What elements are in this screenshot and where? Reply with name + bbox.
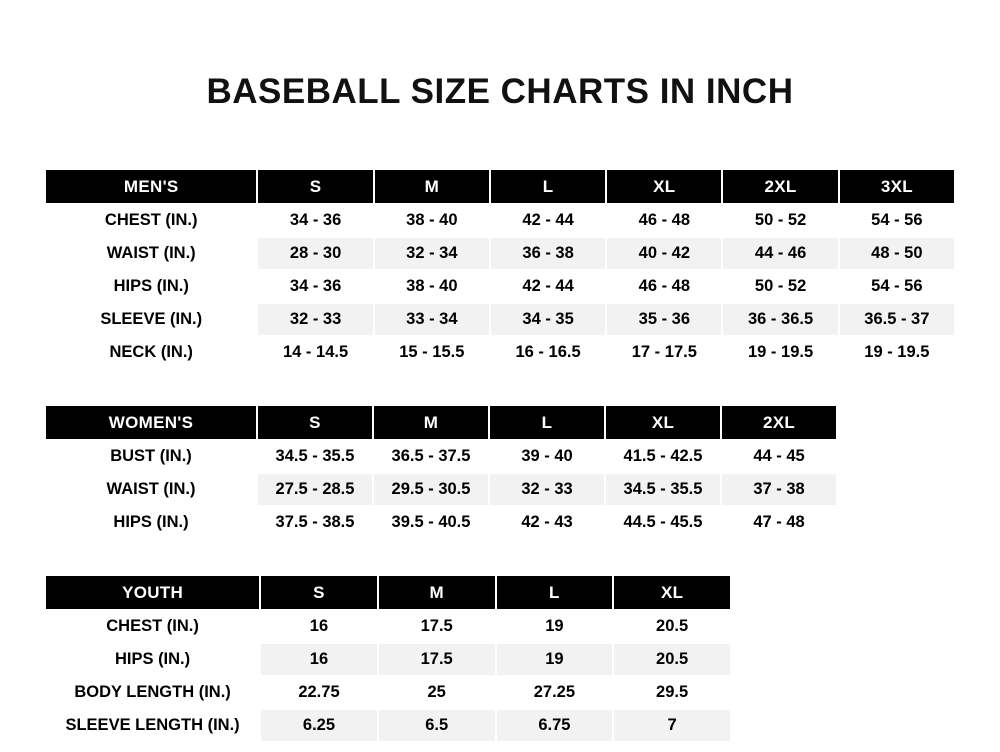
table-cell: 32 - 33 — [489, 473, 605, 506]
table-cell: 39.5 - 40.5 — [373, 506, 489, 539]
table-cell: 27.25 — [496, 676, 614, 709]
page-title: BASEBALL SIZE CHARTS IN INCH — [206, 72, 794, 111]
table-row — [45, 643, 731, 676]
table-row — [45, 270, 955, 303]
size-tables-container — [0, 168, 1000, 743]
row-label: BUST (IN.) — [45, 440, 257, 473]
table-cell: 20.5 — [613, 643, 731, 676]
table-cell: 50 - 52 — [722, 204, 838, 237]
table-cell: 36.5 - 37.5 — [373, 440, 489, 473]
table-cell: 34.5 - 35.5 — [605, 473, 721, 506]
column-header-m: M — [374, 169, 490, 204]
table-cell: 20.5 — [613, 610, 731, 643]
table-cell: 19 - 19.5 — [722, 336, 838, 369]
table-row — [45, 440, 837, 473]
column-header-category: WOMEN'S — [45, 405, 257, 440]
table-cell: 36.5 - 37 — [839, 303, 955, 336]
table-spacer — [44, 540, 956, 574]
table-cell: 36 - 38 — [490, 237, 606, 270]
table-cell: 22.75 — [260, 676, 378, 709]
column-header-xl: XL — [606, 169, 722, 204]
table-cell: 34 - 36 — [257, 204, 373, 237]
table-cell: 54 - 56 — [839, 270, 955, 303]
column-header-xl: XL — [605, 405, 721, 440]
column-header-s: S — [257, 169, 373, 204]
row-label: NECK (IN.) — [45, 336, 257, 369]
column-header-category: YOUTH — [45, 575, 260, 610]
table-cell: 47 - 48 — [721, 506, 837, 539]
table-row — [45, 610, 731, 643]
table-cell: 16 - 16.5 — [490, 336, 606, 369]
table-cell: 35 - 36 — [606, 303, 722, 336]
table-cell: 29.5 - 30.5 — [373, 473, 489, 506]
table-cell: 17.5 — [378, 610, 496, 643]
table-cell: 14 - 14.5 — [257, 336, 373, 369]
youth-size-table — [44, 574, 732, 743]
row-label: HIPS (IN.) — [45, 506, 257, 539]
column-header-s: S — [260, 575, 378, 610]
row-label: HIPS (IN.) — [45, 643, 260, 676]
womens-table-header — [45, 405, 837, 440]
youth-table-body — [45, 610, 731, 742]
table-row — [45, 473, 837, 506]
table-cell: 39 - 40 — [489, 440, 605, 473]
table-cell: 33 - 34 — [374, 303, 490, 336]
womens-table-body — [45, 440, 837, 539]
mens-table-body — [45, 204, 955, 369]
row-label: BODY LENGTH (IN.) — [45, 676, 260, 709]
table-cell: 42 - 44 — [490, 204, 606, 237]
column-header-l: L — [490, 169, 606, 204]
column-header-l: L — [489, 405, 605, 440]
table-cell: 6.5 — [378, 709, 496, 742]
column-header-2xl: 2XL — [722, 169, 838, 204]
mens-size-table — [44, 168, 956, 370]
row-label: CHEST (IN.) — [45, 204, 257, 237]
table-cell: 37.5 - 38.5 — [257, 506, 373, 539]
column-header-s: S — [257, 405, 373, 440]
table-cell: 46 - 48 — [606, 270, 722, 303]
table-cell: 28 - 30 — [257, 237, 373, 270]
table-cell: 7 — [613, 709, 731, 742]
table-header-row — [45, 405, 837, 440]
column-header-l: L — [496, 575, 614, 610]
table-cell: 54 - 56 — [839, 204, 955, 237]
row-label: SLEEVE (IN.) — [45, 303, 257, 336]
column-header-2xl: 2XL — [721, 405, 837, 440]
table-row — [45, 709, 731, 742]
table-row — [45, 506, 837, 539]
table-cell: 41.5 - 42.5 — [605, 440, 721, 473]
table-cell: 50 - 52 — [722, 270, 838, 303]
table-cell: 44 - 45 — [721, 440, 837, 473]
table-cell: 34 - 36 — [257, 270, 373, 303]
table-cell: 16 — [260, 643, 378, 676]
womens-size-table — [44, 404, 838, 540]
table-cell: 32 - 34 — [374, 237, 490, 270]
table-spacer — [44, 370, 956, 404]
table-cell: 38 - 40 — [374, 270, 490, 303]
table-cell: 15 - 15.5 — [374, 336, 490, 369]
column-header-m: M — [378, 575, 496, 610]
row-label: WAIST (IN.) — [45, 237, 257, 270]
mens-table-header — [45, 169, 955, 204]
youth-table-header — [45, 575, 731, 610]
table-cell: 19 - 19.5 — [839, 336, 955, 369]
column-header-3xl: 3XL — [839, 169, 955, 204]
table-cell: 44 - 46 — [722, 237, 838, 270]
table-row — [45, 204, 955, 237]
table-cell: 29.5 — [613, 676, 731, 709]
table-cell: 34 - 35 — [490, 303, 606, 336]
table-cell: 42 - 44 — [490, 270, 606, 303]
table-cell: 37 - 38 — [721, 473, 837, 506]
table-cell: 6.25 — [260, 709, 378, 742]
table-cell: 27.5 - 28.5 — [257, 473, 373, 506]
table-cell: 32 - 33 — [257, 303, 373, 336]
row-label: CHEST (IN.) — [45, 610, 260, 643]
table-cell: 16 — [260, 610, 378, 643]
table-row — [45, 303, 955, 336]
table-cell: 38 - 40 — [374, 204, 490, 237]
table-cell: 25 — [378, 676, 496, 709]
row-label: WAIST (IN.) — [45, 473, 257, 506]
table-row — [45, 237, 955, 270]
table-header-row — [45, 575, 731, 610]
column-header-category: MEN'S — [45, 169, 257, 204]
table-row — [45, 336, 955, 369]
table-cell: 19 — [496, 643, 614, 676]
table-cell: 46 - 48 — [606, 204, 722, 237]
table-cell: 40 - 42 — [606, 237, 722, 270]
table-cell: 17 - 17.5 — [606, 336, 722, 369]
table-cell: 34.5 - 35.5 — [257, 440, 373, 473]
table-cell: 17.5 — [378, 643, 496, 676]
table-row — [45, 676, 731, 709]
table-cell: 48 - 50 — [839, 237, 955, 270]
table-cell: 36 - 36.5 — [722, 303, 838, 336]
row-label: HIPS (IN.) — [45, 270, 257, 303]
table-cell: 6.75 — [496, 709, 614, 742]
row-label: SLEEVE LENGTH (IN.) — [45, 709, 260, 742]
column-header-xl: XL — [613, 575, 731, 610]
table-header-row — [45, 169, 955, 204]
column-header-m: M — [373, 405, 489, 440]
table-cell: 42 - 43 — [489, 506, 605, 539]
table-cell: 44.5 - 45.5 — [605, 506, 721, 539]
table-cell: 19 — [496, 610, 614, 643]
